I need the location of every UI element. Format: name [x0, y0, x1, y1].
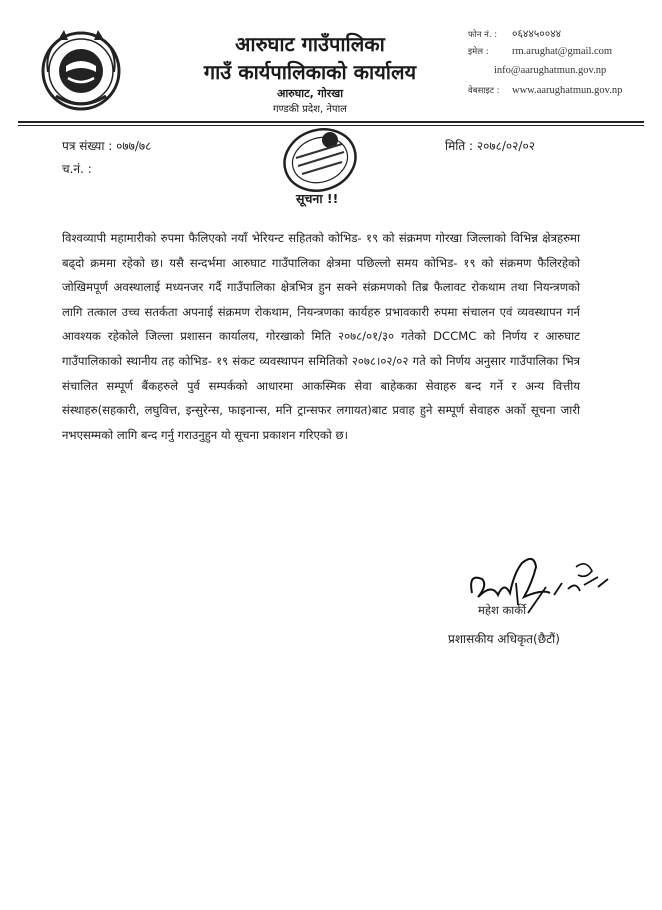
notice-body: विश्वव्यापी महामारीको रुपमा फैलिएको नयाँ भेरियन्ट सहितको कोभिड- १९ को संक्रमण गोरखा जिल्लाको विभिन्न क्षेत्रहरुमा बढ्दो क्रममा रहेको छ। यसै सन्दर्भमा आरुघाट गाउँपालिका क्षेत्रमा पछिल्लो समय कोभिड- १९ को संक्रमण फैलिरहेको जोखिमपूर्ण अवस्थालाई मध्यनजर गर्दै गाउँपालिका क्षेत्रभित्र हुन सक्ने संक्रमणको तिब्र फैलावट रोकथाम तथा नियन्त्रणको लागि तत्काल उच्च सतर्कता अपनाई संक्रमण रोकथाम, नियन्त्रणका कार्यहरु प्रभावकारी रुपमा संचालन एवं व्यवस्थापन गर्न आवश्यक रहेकोले जिल्ला प्रशासन कार्यालय, गोरखाको मिति २०७८/०१/३० गतेको DCCMC को निर्णय र आरुघाट गाउँपालिकाको स्थानीय तह कोभिड- १९ संकट व्यवस्थापन समितिको २०७८।०२/०२ गते को निर्णय अनुसार गाउँपालिका भित्र संचालित सम्पूर्ण बैंकहरुले पुर्व सम्पर्कको आधारमा आकस्मिक सेवा बाहेकका सेवाहरु बन्द गर्ने र अन्य वित्तीय संस्थाहरु(सहकारी, लघुवित्त, इन्सुरेन्स, फाइनान्स, मनि ट्रान्सफर लगायत)बाट प्रवाह हुने सम्पूर्ण सेवाहरु अर्को सूचना जारी नभएसम्मको लागि बन्द गर्नु गराउनुहुन यो सूचना प्रकाशन गरिएको छ। — [62, 231, 580, 442]
email-line — [468, 46, 612, 57]
date-value: २०७८/०२/०२ — [476, 139, 535, 153]
dispatch-label: च.नं. : — [62, 162, 92, 176]
reference-number — [62, 137, 151, 154]
email-secondary[interactable]: info@aarughatmun.gov.np — [494, 65, 607, 76]
header-divider — [18, 121, 644, 123]
phone-value: ०६४४५००४४ — [512, 29, 562, 40]
office-name: गाउँ कार्यपालिकाको कार्यालय — [203, 60, 417, 84]
org-name: आरुघाट गाउँपालिका — [235, 32, 385, 56]
website-link[interactable]: www.aarughatmun.gov.np — [512, 85, 623, 96]
office-address: आरुघाट, गोरखा — [276, 87, 344, 100]
signatory-title: प्रशासकीय अधिकृत(छैटौं) — [448, 632, 560, 646]
notice-title: सूचना !! — [296, 191, 339, 206]
email-primary[interactable]: rm.arughat@gmail.com — [512, 46, 613, 57]
nepal-emblem-icon — [38, 26, 124, 112]
website-label: वेबसाइट : — [468, 86, 500, 96]
email-line-2 — [494, 65, 606, 76]
dispatch-number — [62, 160, 92, 177]
issue-date — [445, 137, 535, 154]
website-line — [468, 85, 622, 96]
email-label: इमेल : — [468, 47, 489, 57]
office-province: गण्डकी प्रदेश, नेपाल — [273, 104, 347, 115]
phone-label: फोन नं. : — [468, 30, 498, 40]
signatory-name: महेश कार्की — [478, 603, 527, 617]
reference-value: ०७७/७८ — [116, 139, 152, 153]
office-stamp-icon — [272, 124, 364, 198]
phone-line — [468, 27, 561, 41]
reference-label: पत्र संख्या : — [62, 139, 113, 153]
date-label: मिति : — [445, 139, 474, 153]
